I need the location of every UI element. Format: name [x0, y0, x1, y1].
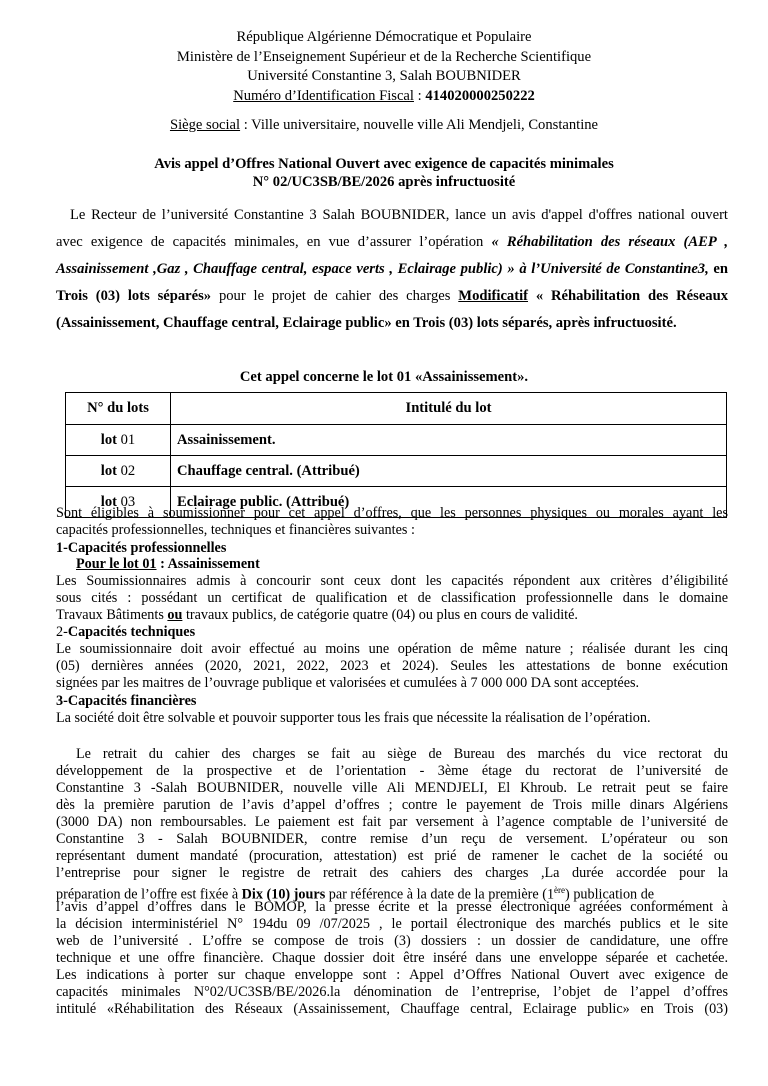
cap-tech-line2: (05) dernières années (2020, 2021, 2022, 2023 et 2024). Seules les attestations de bonne exécution	[56, 658, 728, 674]
cap-pro-line1: Les Soumissionnaires admis à concourir sont ceux dont les capacités répondent aux critères d’éligibilité	[56, 573, 728, 589]
retrait-l9a: préparation de l’offre est fixée à	[56, 886, 242, 903]
cap-pro-line2: sous cités : possédant un certificat de qualification et de classification professionnelle dans le domaine	[56, 590, 728, 606]
header-siege	[0, 116, 768, 135]
lot-num: 02	[116, 462, 136, 479]
siege-label: Siège social	[169, 117, 241, 133]
retrait-line10: l’avis d’appel d’offres dans le BOMOP, la presse écrite et la presse électronique agréées conformément à	[56, 899, 728, 915]
retrait-line5: (3000 DA) non remboursables. Le paiement est fait par versement à l’agence comptable de l’université de	[56, 814, 728, 830]
intro-paragraph	[56, 202, 728, 337]
cap-pro-ou: ou	[167, 607, 183, 623]
eligibility-line1: Sont éligibles à soumissionner pour cet appel d’offres, que les personnes physiques ou morales ayant les	[56, 505, 728, 521]
intro-text-1: Le Recteur de l’université Constantine 3 Salah BOUBNIDER, lance un avis d'appel d'offres national ouvert avec exigence de capacités minimales, en vue d’assurer l’opération	[56, 207, 728, 250]
lot-number-cell	[66, 425, 171, 456]
siege-value: : Ville universitaire, nouvelle ville Ali Mendjeli, Constantine	[240, 117, 599, 133]
cap-tech-title: Capacités techniques	[67, 624, 196, 640]
header-university: Université Constantine 3, Salah BOUBNIDER	[247, 68, 521, 84]
intro-text-4: pour le projet de cahier des charges	[211, 288, 459, 304]
concern-line: Cet appel concerne le lot 01 «Assainissement».	[239, 369, 529, 385]
lot-title-cell: Chauffage central. (Attribué)	[171, 456, 727, 487]
lot-word: lot	[100, 431, 117, 448]
retrait-line6: Constantine 3 - Salah BOUBNIDER, contre remise d’un reçu de versement. L’opérateur ou son	[56, 831, 728, 847]
intro-text-6: « Réhabilitation des Réseaux (Assainissement, Chauffage central, Eclairage public» en Trois (03) lots séparés, après infructuosité.	[56, 288, 729, 331]
nif-value: 414020000250222	[425, 88, 535, 104]
retrait-line4: dès la première parution de l’avis d’appel d’offres ; contre le payement de Trois mille dinars Algériens	[56, 797, 728, 813]
title-line1: Avis appel d’Offres National Ouvert avec exigence de capacités minimales	[154, 156, 614, 172]
cap-tech-heading	[56, 624, 728, 640]
lot-num: 01	[116, 431, 136, 448]
header-nif	[0, 87, 768, 106]
retrait-line3: Constantine 3 -Salah BOUBNIDER, nouvelle ville Ali MENDJELI, El Khroub. Le retrait peut se faire	[56, 780, 728, 796]
lot-title-cell: Assainissement.	[171, 425, 727, 456]
retrait-line16: intitulé «Réhabilitation des Réseaux (Assainissement, Chauffage central, Eclairage public» en Trois (03)	[56, 1001, 728, 1017]
nif-sep: :	[413, 88, 426, 104]
cap-pro-l3c: travaux publics, de catégorie quatre (04) ou plus en cours de validité.	[182, 607, 578, 623]
retrait-l9d: ) publication de	[565, 886, 655, 903]
cap-pro-heading: 1-Capacités professionnelles	[56, 540, 227, 556]
cap-tech-line1: Le soumissionnaire doit avoir effectué au moins une opération de même nature ; réalisée durant les cinq	[56, 641, 728, 657]
header-republic: République Algérienne Démocratique et Populaire	[236, 29, 532, 45]
lot-num: 03	[116, 493, 136, 510]
intro-modificatif: Modificatif	[458, 288, 529, 304]
retrait-line13: technique et une offre financière. Chaque dossier doit être inséré dans une enveloppe séparée et cachetée.	[56, 950, 728, 966]
title-line2: N° 02/UC3SB/BE/2026 après infructuosité	[252, 174, 516, 190]
intro-lots: en Trois (03) lots séparés»	[56, 261, 728, 304]
lot-number-cell	[66, 456, 171, 487]
retrait-line11: la décision interministériel N° 194du 09 /07/2025 , le portail électronique des marchés publics et le site	[56, 916, 728, 932]
cap-pro-line3	[56, 607, 728, 623]
lot-word: lot	[100, 493, 117, 510]
cap-pro-lot-label: Pour le lot 01	[76, 556, 157, 572]
cap-fin-line1: La société doit être solvable et pouvoir supporter tous les frais que nécessite la réalisation de l’opération.	[56, 710, 651, 726]
cap-tech-line3: signées par les maitres de l’ouvrage publique et valorisées et cumulées à 7 000 000 DA sont acceptées.	[56, 675, 640, 691]
table-row	[66, 425, 727, 456]
intro-operation: « Réhabilitation des réseaux (AEP , Assainissement ,Gaz , Chauffage central, espace verts , Eclairage public) » à l’Université de Constantine3,	[56, 234, 728, 277]
lots-table	[65, 392, 727, 518]
retrait-l9c: par référence à la date de la première (1	[325, 886, 555, 903]
retrait-line14: Les indications à porter sur chaque enveloppe sont : Appel d’Offres National Ouvert avec exigence de	[56, 967, 728, 983]
retrait-delay: Dix (10) jours	[241, 886, 326, 903]
retrait-line8: l’entreprise pour signer le registre de retrait des cahiers des charges ,La durée accordée pour la	[56, 865, 728, 881]
nif-label: Numéro d’Identification Fiscal	[233, 88, 414, 104]
table-row	[66, 456, 727, 487]
retrait-sup: ère	[554, 885, 566, 895]
col-lot-title: Intitulé du lot	[171, 393, 727, 425]
lot-word: lot	[100, 462, 117, 479]
retrait-line12: web de l’université . L’offre se compose de trois (3) dossiers : un dossier de candidature, une offre	[56, 933, 728, 949]
retrait-line2: développement de la prospective et de l’orientation - 3ème étage du rectorat de l’université de	[56, 763, 728, 779]
table-header-row	[66, 393, 727, 425]
cap-tech-num: 2-	[56, 624, 68, 640]
eligibility-line2: capacités professionnelles, techniques et financières suivantes :	[56, 522, 415, 538]
cap-fin-heading: 3-Capacités financières	[56, 693, 197, 709]
header-ministry: Ministère de l’Enseignement Supérieur et de la Recherche Scientifique	[176, 49, 592, 65]
cap-pro-l3a: Travaux Bâtiments	[56, 607, 168, 623]
col-lot-number: N° du lots	[66, 393, 171, 425]
retrait-line7: représentant dument mandaté (procuration, attestation) est prié de ramener le cachet de la société ou	[56, 848, 728, 864]
retrait-line15: capacités minimales N°02/UC3SB/BE/2026.la dénomination de l’entreprise, l’objet de l’appel d’offres	[56, 984, 728, 1000]
cap-pro-lot	[76, 556, 748, 572]
lot-title-cell: Eclairage public. (Attribué)	[171, 487, 727, 518]
cap-pro-lot-rest: : Assainissement	[156, 556, 260, 572]
retrait-line1: Le retrait du cahier des charges se fait au siège de Bureau des marchés du vice rectorat du	[76, 746, 728, 762]
